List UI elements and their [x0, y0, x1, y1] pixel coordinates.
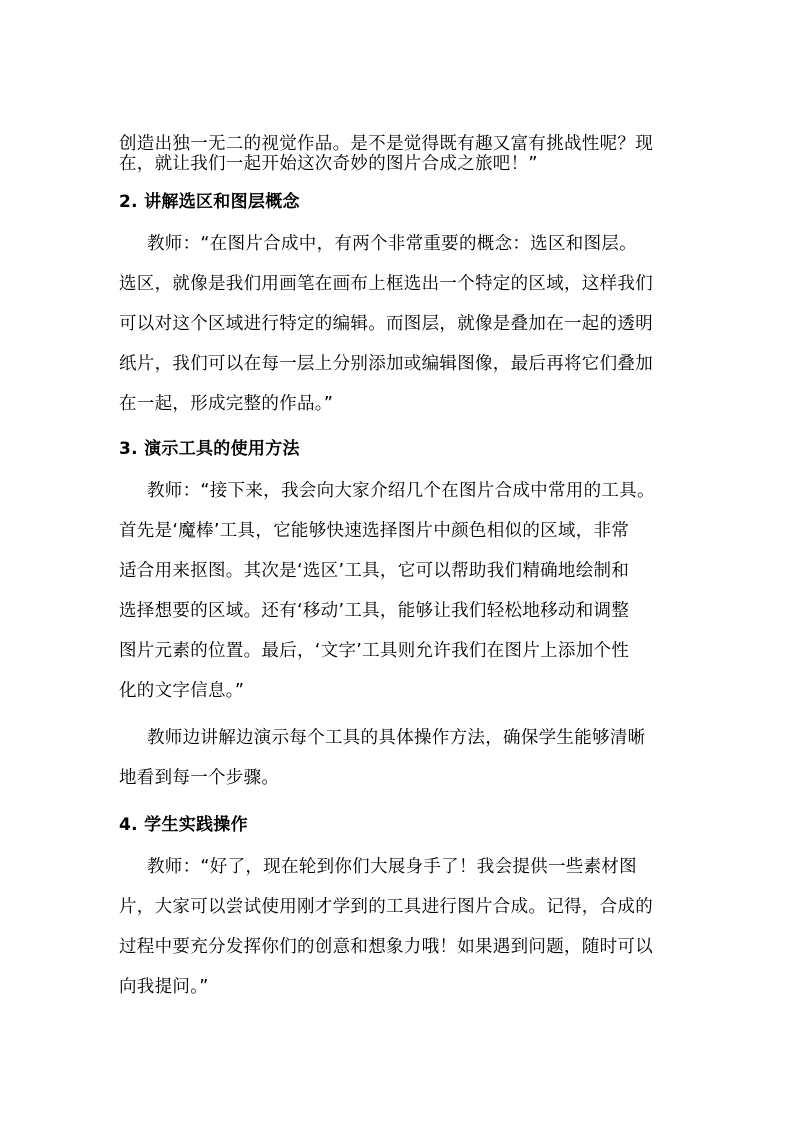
section-3-line-1: 教师：“接下来，我会向大家介绍几个在图片合成中常用的工具。 [147, 481, 655, 501]
section-3-line-6: 化的文字信息。” [119, 681, 245, 701]
section-2-line-5: 在一起，形成完整的作品。” [119, 394, 334, 414]
section-3-line-3: 适合用来抠图。其次是‘选区’工具，它可以帮助我们精确地绘制和 [119, 561, 630, 581]
intro-line-1: 创造出独一无二的视觉作品。是不是觉得既有趣又富有挑战性呢？现 [119, 134, 653, 154]
intro-line-2: 在，就让我们一起开始这次奇妙的图片合成之旅吧！” [119, 154, 538, 174]
section-4-line-4: 向我提问。” [119, 977, 209, 997]
section-3-para2-line-2: 地看到每一个步骤。 [119, 768, 280, 788]
section-2-line-2: 选区，就像是我们用画笔在画布上框选出一个特定的区域，这样我们 [119, 274, 653, 294]
section-3-line-2: 首先是‘魔棒’工具，它能够快速选择图片中颜色相似的区域，非常 [119, 521, 630, 541]
section-4-line-1: 教师：“好了，现在轮到你们大展身手了！我会提供一些素材图 [147, 857, 637, 877]
section-3-para2-line-1: 教师边讲解边演示每个工具的具体操作方法，确保学生能够清晰 [147, 728, 646, 748]
section-4-line-3: 过程中要充分发挥你们的创意和想象力哦！如果遇到问题，随时可以 [119, 937, 653, 957]
section-2-line-4: 纸片，我们可以在每一层上分别添加或编辑图像，最后再将它们叠加 [119, 354, 653, 374]
section-3-line-4: 选择想要的区域。还有‘移动’工具，能够让我们轻松地移动和调整 [119, 601, 630, 621]
section-2-line-1: 教师：“在图片合成中，有两个非常重要的概念：选区和图层。 [147, 234, 637, 254]
section-heading-3: 3. 演示工具的使用方法 [119, 439, 300, 459]
section-2-line-3: 可以对这个区域进行特定的编辑。而图层，就像是叠加在一起的透明 [119, 314, 653, 334]
section-4-line-2: 片，大家可以尝试使用刚才学到的工具进行图片合成。记得，合成的 [119, 897, 653, 917]
section-heading-2: 2. 讲解选区和图层概念 [119, 192, 300, 212]
section-heading-4: 4. 学生实践操作 [119, 815, 248, 835]
section-3-line-5: 图片元素的位置。最后，‘文字’工具则允许我们在图片上添加个性 [119, 641, 630, 661]
